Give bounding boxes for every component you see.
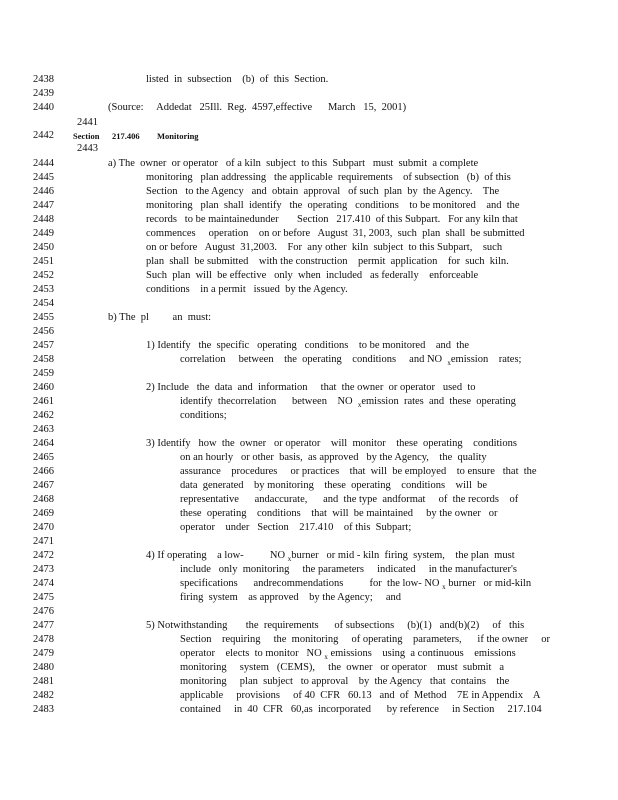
- text-line: Section requiring the monitoring of operating parameters, if the owner or: [180, 634, 551, 645]
- line-number: 2442: [33, 130, 54, 141]
- text-line: contained in 40 CFR 60,as incorporated by reference in Section 217.104: [180, 704, 542, 715]
- line-number: 2451: [33, 256, 54, 267]
- line-number: 2465: [33, 452, 54, 463]
- source-note: (Source: Addedat 25Ill. Reg. 4597,effective March 15, 2001): [108, 102, 407, 113]
- line-number: 2474: [33, 578, 54, 589]
- line-number: 2441: [77, 117, 98, 128]
- text-line: include only monitoring the parameters indicated in the manufacturer's: [180, 564, 517, 575]
- line-number: 2460: [33, 382, 54, 393]
- text-line: monitoring plan subject to approval by the Agency that contains the: [180, 676, 510, 687]
- text-line: correlation between the operating conditions and NO $_x$emission rates;: [180, 354, 522, 368]
- line-number: 2453: [33, 284, 54, 295]
- text-line: 2) Include the data and information that the owner or operator used to: [146, 382, 476, 393]
- line-number: 2448: [33, 214, 54, 225]
- text-line: operator under Section 217.410 of this Subpart;: [180, 522, 412, 533]
- text-line: monitoring plan addressing the applicable requirements of subsection (b) of this: [146, 172, 511, 183]
- text-line: a) The owner or operator of a kiln subject to this Subpart must submit a complete: [108, 158, 479, 169]
- line-number: 2475: [33, 592, 54, 603]
- line-number: 2478: [33, 634, 54, 645]
- section-number: 217.406: [112, 131, 140, 141]
- text-line: monitoring plan shall identify the operating conditions to be monitored and the: [146, 200, 520, 211]
- line-number: 2479: [33, 648, 54, 659]
- text-line: 3) Identify how the owner or operator will monitor these operating conditions: [146, 438, 517, 449]
- line-number: 2445: [33, 172, 54, 183]
- text-line: data generated by monitoring these operating conditions will be: [180, 480, 488, 491]
- line-number: 2452: [33, 270, 54, 281]
- line-number: 2471: [33, 536, 54, 547]
- line-number: 2481: [33, 676, 54, 687]
- line-number: 2457: [33, 340, 54, 351]
- line-number: 2444: [33, 158, 54, 169]
- line-number: 2458: [33, 354, 54, 365]
- line-number: 2447: [33, 200, 54, 211]
- line-number: 2459: [33, 368, 54, 379]
- text-line: on or before August 31,2003. For any other kiln subject to this Subpart, such: [146, 242, 503, 253]
- line-number: 2463: [33, 424, 54, 435]
- text-line: specifications andrecommendations for the low- NO $_x$ burner or mid-kiln: [180, 578, 532, 592]
- text-line: b) The pl an must:: [108, 312, 212, 323]
- section-title: Monitoring: [157, 131, 199, 141]
- text-line: representative andaccurate, and the type andformat of the records of: [180, 494, 519, 505]
- text-line: conditions;: [180, 410, 227, 421]
- line-number: 2482: [33, 690, 54, 701]
- section-label: Section: [73, 131, 100, 141]
- line-number: 2468: [33, 494, 54, 505]
- line-number: 2440: [33, 102, 54, 113]
- line-number: 2477: [33, 620, 54, 631]
- line-number: 2472: [33, 550, 54, 561]
- line-number: 2449: [33, 228, 54, 239]
- line-number: 2470: [33, 522, 54, 533]
- line-number: 2446: [33, 186, 54, 197]
- text-line: these operating conditions that will be maintained by the owner or: [180, 508, 498, 519]
- text-line: on an hourly or other basis, as approved by the Agency, the quality: [180, 452, 487, 463]
- line-number: 2464: [33, 438, 54, 449]
- text-line: conditions in a permit issued by the Agency.: [146, 284, 348, 295]
- line-number: 2462: [33, 410, 54, 421]
- text-line: listed in subsection (b) of this Section.: [146, 74, 329, 85]
- line-number: 2461: [33, 396, 54, 407]
- line-number: 2480: [33, 662, 54, 673]
- text-line: assurance procedures or practices that will be employed to ensure that the: [180, 466, 537, 477]
- text-line: identify thecorrelation between NO $_x$emission rates and these operating: [180, 396, 516, 410]
- line-number: 2483: [33, 704, 54, 715]
- text-line: 1) Identify the specific operating conditions to be monitored and the: [146, 340, 470, 351]
- text-line: applicable provisions of 40 CFR 60.13 and of Method 7E in Appendix A: [180, 690, 541, 701]
- line-number: 2439: [33, 88, 54, 99]
- text-line: Section to the Agency and obtain approval of such plan by the Agency. The: [146, 186, 500, 197]
- line-number: 2455: [33, 312, 54, 323]
- text-line: firing system as approved by the Agency; and: [180, 592, 402, 603]
- line-number: 2456: [33, 326, 54, 337]
- line-number: 2454: [33, 298, 54, 309]
- text-line: 4) If operating a low- NO $_x$burner or mid - kiln firing system, the plan must: [146, 550, 515, 564]
- text-line: records to be maintainedunder Section 217.410 of this Subpart. For any kiln that: [146, 214, 518, 225]
- text-line: commences operation on or before August 31, 2003, such plan shall be submitted: [146, 228, 525, 239]
- line-number: 2450: [33, 242, 54, 253]
- text-line: 5) Notwithstanding the requirements of subsections (b)(1) and(b)(2) of this: [146, 620, 525, 631]
- line-number: 2467: [33, 480, 54, 491]
- text-line: operator elects to monitor NO $_x$ emissions using a continuous emissions: [180, 648, 516, 662]
- line-number: 2466: [33, 466, 54, 477]
- line-number: 2443: [77, 143, 98, 154]
- line-number: 2438: [33, 74, 54, 85]
- line-number: 2476: [33, 606, 54, 617]
- line-number: 2469: [33, 508, 54, 519]
- text-line: monitoring system (CEMS), the owner or operator must submit a: [180, 662, 505, 673]
- line-number: 2473: [33, 564, 54, 575]
- text-line: Such plan will be effective only when included as federally enforceable: [146, 270, 479, 281]
- text-line: plan shall be submitted with the construction permit application for such kiln.: [146, 256, 509, 267]
